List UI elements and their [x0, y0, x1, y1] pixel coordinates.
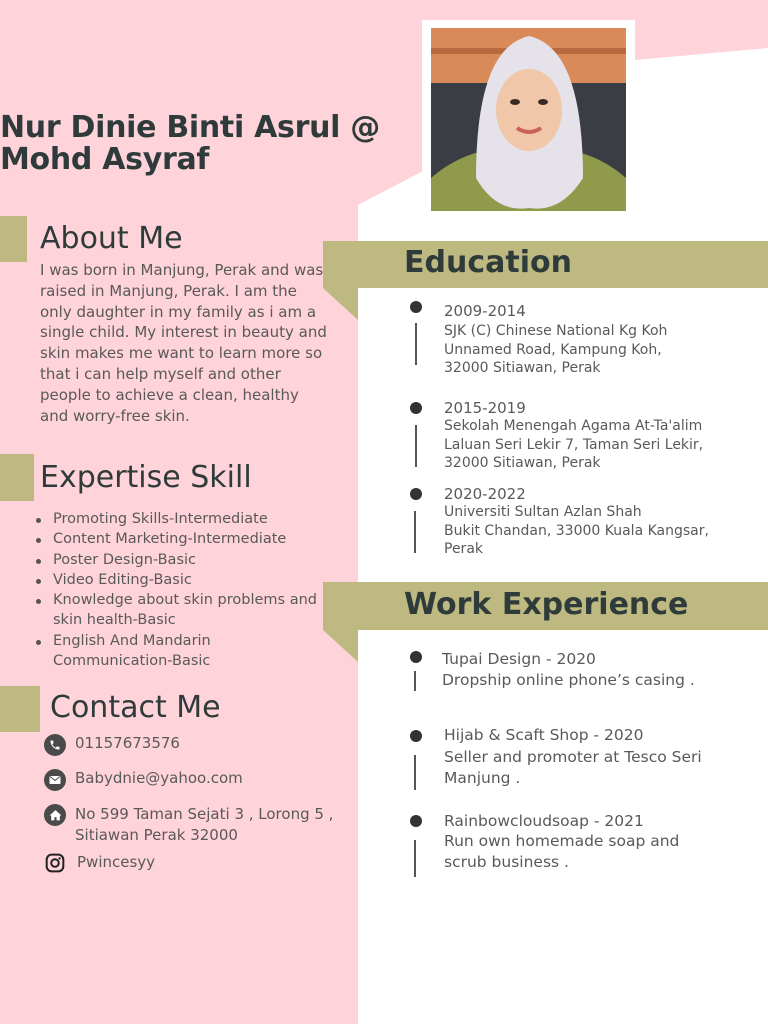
education-heading: Education [404, 245, 572, 280]
skills-list [34, 509, 324, 671]
school-address-1: Bukit Chandan, 33000 Kuala Kangsar, [444, 522, 709, 539]
about-heading: About Me [40, 221, 183, 256]
timeline-line [414, 840, 416, 877]
timeline-line [414, 755, 416, 790]
skill-item: Video Editing-Basic [34, 570, 324, 590]
timeline-line [415, 323, 417, 365]
timeline-dot [410, 402, 422, 414]
email-icon [44, 769, 66, 791]
address-line-1: No 599 Taman Sejati 3 , Lorong 5 , [75, 805, 334, 823]
skill-item: Knowledge about skin problems and skin health-Basic [34, 590, 324, 631]
person-name [0, 112, 420, 176]
school-address-2: 32000 Sitiawan, Perak [444, 455, 601, 471]
work-description [444, 831, 679, 873]
home-icon [44, 804, 66, 826]
contact-heading: Contact Me [50, 690, 221, 725]
timeline-dot [410, 815, 422, 827]
address [75, 804, 333, 846]
education-details [444, 417, 703, 473]
contact-tab-marker [0, 686, 40, 732]
phone-number: 01157673576 [75, 734, 180, 752]
skill-item: Poster Design-Basic [34, 550, 324, 570]
work-heading: Work Experience [404, 587, 689, 622]
timeline-dot [410, 488, 422, 500]
about-tab-marker [0, 216, 27, 262]
profile-photo [431, 28, 626, 211]
address-line-2: Sitiawan Perak 32000 [75, 826, 238, 844]
work-description [444, 747, 702, 789]
school-address-1: Unnamed Road, Kampung Koh, [444, 341, 662, 358]
instagram-handle: Pwincesyy [77, 853, 156, 871]
skill-item: Promoting Skills-Intermediate [34, 509, 324, 529]
school-address-1: Laluan Seri Lekir 7, Taman Seri Lekir, [444, 436, 704, 453]
timeline-dot [410, 730, 422, 742]
work-title: Rainbowcloudsoap - 2021 [444, 812, 644, 830]
work-description-line: scrub business . [444, 853, 569, 871]
skills-heading: Expertise Skill [40, 460, 252, 495]
work-description [442, 670, 695, 691]
work-title: Tupai Design - 2020 [442, 650, 596, 668]
phone-icon [44, 734, 66, 756]
timeline-dot [410, 301, 422, 313]
timeline-line [414, 511, 416, 553]
school-name: Sekolah Menengah Agama At-Ta'alim [444, 418, 703, 434]
education-details [444, 322, 667, 378]
timeline-line [415, 425, 417, 467]
name-line-2: Mohd Asyraf [0, 142, 210, 177]
work-description-line: Run own homemade soap and [444, 832, 680, 850]
school-name: SJK (C) Chinese National Kg Koh [444, 323, 668, 339]
instagram-icon [45, 853, 65, 873]
timeline-line [414, 671, 416, 691]
school-address-2: 32000 Sitiawan, Perak [444, 360, 601, 376]
education-years: 2009-2014 [444, 302, 526, 320]
skill-item: English And Mandarin Communication-Basic [34, 631, 324, 672]
timeline-dot [410, 651, 422, 663]
work-description-line: Manjung . [444, 769, 521, 787]
work-description-line: Dropship online phone’s casing . [442, 671, 695, 689]
school-address-2: Perak [444, 541, 483, 557]
education-details [444, 503, 709, 559]
education-years: 2020-2022 [444, 485, 526, 503]
skills-tab-marker [0, 454, 34, 501]
work-description-line: Seller and promoter at Tesco Seri [444, 748, 702, 766]
education-years: 2015-2019 [444, 399, 526, 417]
about-text: I was born in Manjung, Perak and was raised in Manjung, Perak. I am the only daughter in my family as i am a single child. My interest in beauty and skin makes me want to learn more so that i can help myself and other people to achieve a clean, healthy and worry-free skin. [40, 261, 327, 425]
email-address: Babydnie@yahoo.com [75, 769, 243, 787]
work-title: Hijab & Scaft Shop - 2020 [444, 726, 644, 744]
skill-item: Content Marketing-Intermediate [34, 529, 324, 549]
school-name: Universiti Sultan Azlan Shah [444, 504, 642, 520]
name-line-1: Nur Dinie Binti Asrul @ [0, 110, 380, 145]
